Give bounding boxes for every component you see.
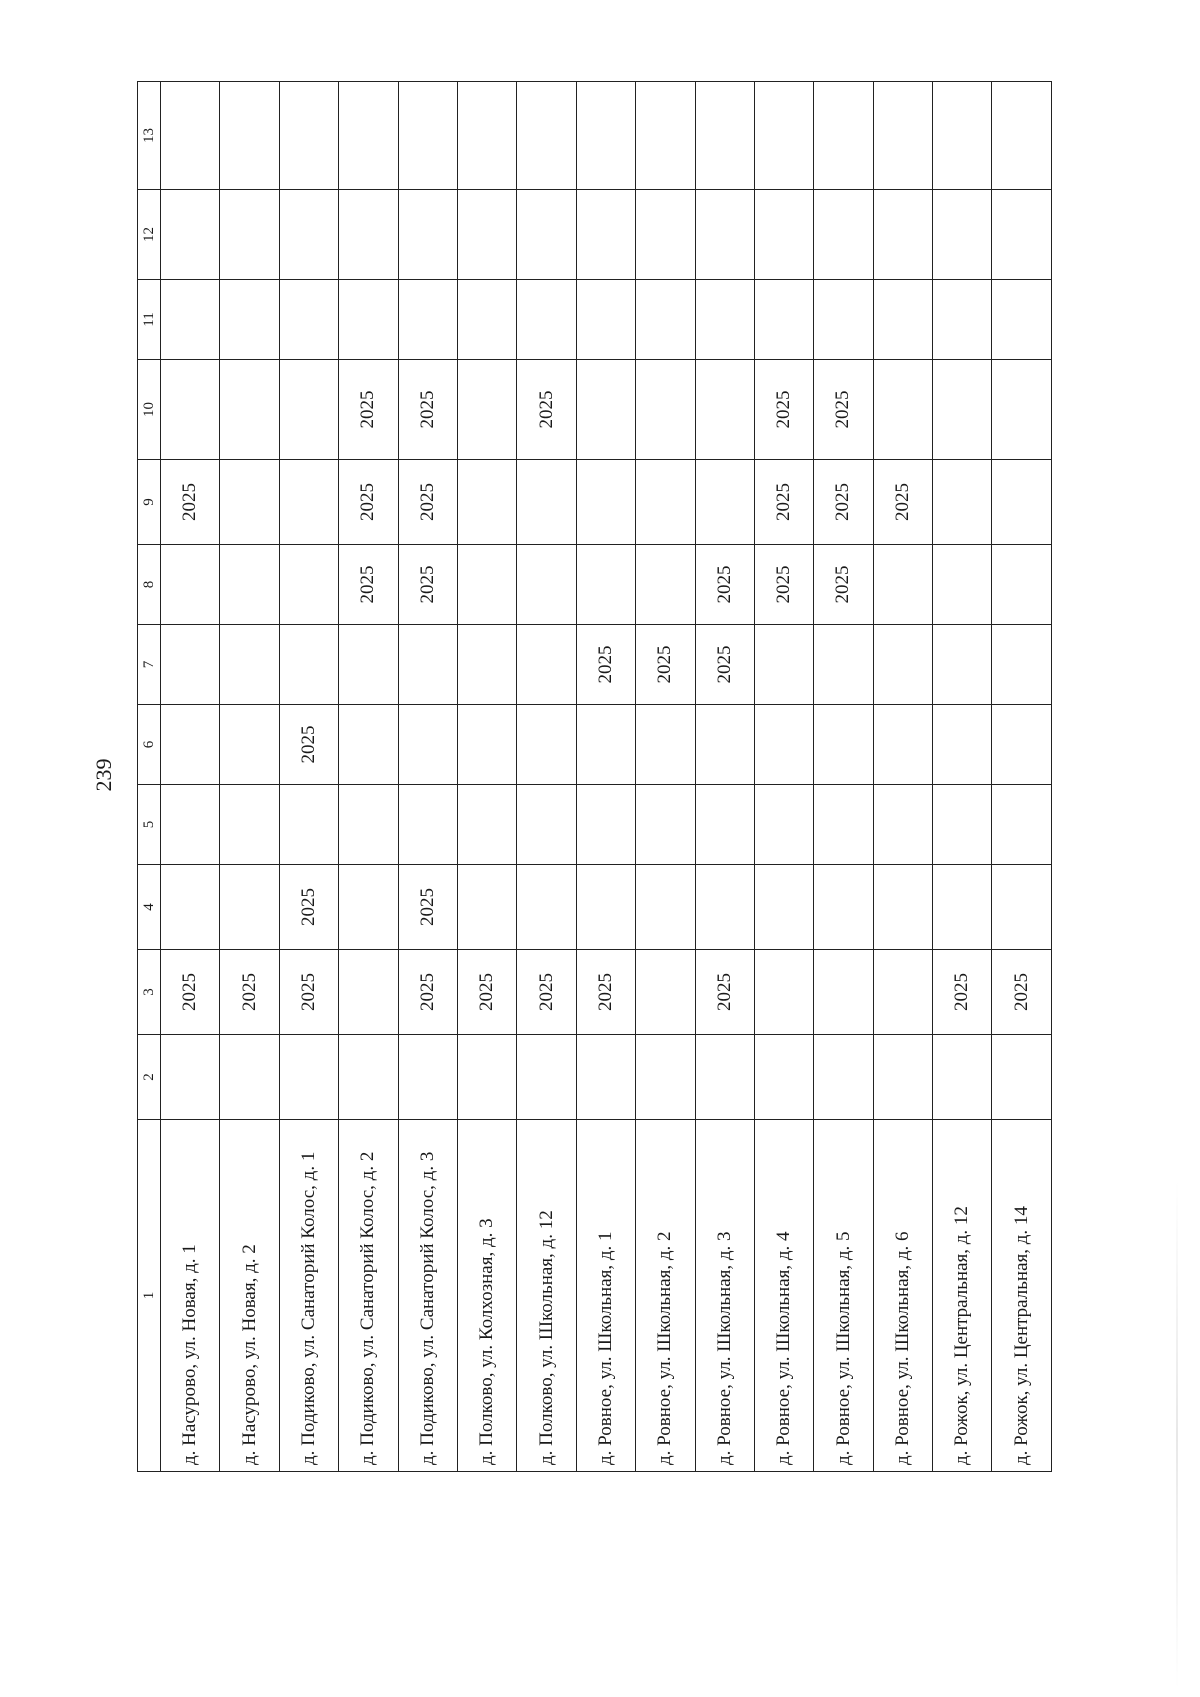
- year-cell: [161, 705, 220, 785]
- address-cell: д. Полково, ул. Школьная, д. 12: [517, 1120, 576, 1472]
- year-cell: [992, 82, 1052, 190]
- year-cell: 2025: [754, 360, 813, 460]
- address-cell: д. Ровное, ул. Школьная, д. 6: [873, 1120, 932, 1472]
- year-cell: 2025: [279, 865, 338, 950]
- year-cell: [517, 82, 576, 190]
- year-cell: [933, 785, 992, 865]
- year-cell: 2025: [576, 950, 635, 1035]
- year-cell: [992, 545, 1052, 625]
- year-cell: [398, 705, 457, 785]
- year-cell: 2025: [279, 950, 338, 1035]
- year-cell: 2025: [992, 950, 1052, 1035]
- year-cell: [576, 82, 635, 190]
- year-cell: [576, 705, 635, 785]
- year-cell: [339, 625, 398, 705]
- year-cell: [457, 625, 516, 705]
- year-cell: [220, 1035, 279, 1120]
- year-cell: [933, 625, 992, 705]
- year-cell: [992, 460, 1052, 545]
- year-cell: [398, 190, 457, 280]
- year-cell: [576, 360, 635, 460]
- year-cell: [754, 785, 813, 865]
- year-cell: [220, 865, 279, 950]
- year-cell: [220, 785, 279, 865]
- year-cell: [754, 1035, 813, 1120]
- year-cell: 2025: [754, 460, 813, 545]
- year-cell: [814, 82, 873, 190]
- year-cell: 2025: [279, 705, 338, 785]
- table-row: [636, 82, 695, 1472]
- year-cell: 2025: [814, 360, 873, 460]
- year-cell: [814, 190, 873, 280]
- year-cell: [220, 460, 279, 545]
- table-row: [695, 82, 754, 1472]
- year-cell: [814, 625, 873, 705]
- address-cell: д. Ровное, ул. Школьная, д. 3: [695, 1120, 754, 1472]
- table-row: [576, 82, 635, 1472]
- year-cell: [398, 785, 457, 865]
- year-cell: [339, 190, 398, 280]
- year-cell: 2025: [398, 950, 457, 1035]
- table-row: [220, 82, 279, 1472]
- column-header: 8: [138, 545, 161, 625]
- year-cell: [992, 705, 1052, 785]
- year-cell: [339, 785, 398, 865]
- year-cell: [695, 460, 754, 545]
- year-cell: [933, 82, 992, 190]
- year-cell: [873, 785, 932, 865]
- year-cell: 2025: [220, 950, 279, 1035]
- year-cell: [279, 1035, 338, 1120]
- year-cell: [576, 785, 635, 865]
- year-cell: [636, 82, 695, 190]
- year-cell: [517, 545, 576, 625]
- year-cell: [517, 190, 576, 280]
- year-cell: [161, 625, 220, 705]
- table-row: [279, 82, 338, 1472]
- year-cell: [398, 1035, 457, 1120]
- address-cell: д. Подиково, ул. Санаторий Колос, д. 2: [339, 1120, 398, 1472]
- table-row: [992, 82, 1052, 1472]
- table-header-row: [138, 82, 161, 1472]
- year-cell: [457, 460, 516, 545]
- address-cell: д. Ровное, ул. Школьная, д. 2: [636, 1120, 695, 1472]
- address-cell: д. Рожок, ул. Центральная, д. 14: [992, 1120, 1052, 1472]
- address-cell: д. Ровное, ул. Школьная, д. 1: [576, 1120, 635, 1472]
- column-header: 12: [138, 190, 161, 280]
- column-header: 2: [138, 1035, 161, 1120]
- year-cell: [814, 785, 873, 865]
- year-cell: [695, 82, 754, 190]
- year-cell: [933, 1035, 992, 1120]
- year-cell: [754, 625, 813, 705]
- year-cell: [517, 705, 576, 785]
- scan-edge: [1176, 1180, 1178, 1690]
- table-container: [137, 82, 1052, 1472]
- year-cell: [576, 545, 635, 625]
- year-cell: [576, 280, 635, 360]
- year-cell: [636, 280, 695, 360]
- year-cell: [992, 360, 1052, 460]
- year-cell: 2025: [398, 545, 457, 625]
- year-cell: [517, 865, 576, 950]
- address-cell: д. Насурово, ул. Новая, д. 1: [161, 1120, 220, 1472]
- year-cell: [992, 280, 1052, 360]
- year-cell: [695, 865, 754, 950]
- year-cell: [754, 865, 813, 950]
- year-cell: [161, 545, 220, 625]
- year-cell: [814, 865, 873, 950]
- table-row: [933, 82, 992, 1472]
- year-cell: 2025: [695, 950, 754, 1035]
- year-cell: [161, 190, 220, 280]
- year-cell: [339, 280, 398, 360]
- year-cell: [279, 190, 338, 280]
- year-cell: 2025: [695, 625, 754, 705]
- year-cell: [636, 705, 695, 785]
- year-cell: 2025: [517, 950, 576, 1035]
- year-cell: [457, 82, 516, 190]
- table-row: [814, 82, 873, 1472]
- address-cell: д. Ровное, ул. Школьная, д. 4: [754, 1120, 813, 1472]
- year-cell: 2025: [636, 625, 695, 705]
- year-cell: [517, 625, 576, 705]
- year-cell: [161, 1035, 220, 1120]
- year-cell: [992, 190, 1052, 280]
- year-cell: [636, 865, 695, 950]
- year-cell: [933, 460, 992, 545]
- year-cell: [517, 460, 576, 545]
- year-cell: [933, 360, 992, 460]
- year-cell: [814, 280, 873, 360]
- year-cell: [398, 280, 457, 360]
- year-cell: [992, 865, 1052, 950]
- year-cell: [457, 705, 516, 785]
- year-cell: [873, 545, 932, 625]
- year-cell: [695, 190, 754, 280]
- year-cell: [339, 82, 398, 190]
- year-cell: 2025: [398, 460, 457, 545]
- address-cell: д. Подиково, ул. Санаторий Колос, д. 1: [279, 1120, 338, 1472]
- year-cell: [220, 705, 279, 785]
- year-cell: 2025: [873, 460, 932, 545]
- year-cell: 2025: [814, 460, 873, 545]
- year-cell: [933, 545, 992, 625]
- year-cell: [754, 190, 813, 280]
- year-cell: [636, 190, 695, 280]
- year-cell: [279, 545, 338, 625]
- year-cell: [873, 705, 932, 785]
- year-cell: [992, 785, 1052, 865]
- year-cell: [339, 865, 398, 950]
- year-cell: [636, 360, 695, 460]
- table-row: [873, 82, 932, 1472]
- table-row: [339, 82, 398, 1472]
- year-cell: [161, 865, 220, 950]
- year-cell: [279, 82, 338, 190]
- column-header: 3: [138, 950, 161, 1035]
- year-cell: [457, 785, 516, 865]
- year-cell: [457, 280, 516, 360]
- year-cell: [279, 360, 338, 460]
- year-cell: [161, 82, 220, 190]
- year-cell: [873, 190, 932, 280]
- year-cell: [457, 865, 516, 950]
- year-cell: 2025: [457, 950, 516, 1035]
- year-cell: 2025: [754, 545, 813, 625]
- year-cell: [695, 360, 754, 460]
- address-cell: д. Полково, ул. Колхозная, д. 3: [457, 1120, 516, 1472]
- schedule-table: [137, 81, 1052, 1472]
- year-cell: 2025: [339, 360, 398, 460]
- table-body: [161, 82, 1052, 1472]
- table-row: [517, 82, 576, 1472]
- year-cell: [576, 865, 635, 950]
- year-cell: [457, 1035, 516, 1120]
- year-cell: [398, 625, 457, 705]
- year-cell: [279, 280, 338, 360]
- year-cell: [636, 545, 695, 625]
- year-cell: [457, 545, 516, 625]
- year-cell: [695, 280, 754, 360]
- year-cell: [695, 1035, 754, 1120]
- column-header: 5: [138, 785, 161, 865]
- year-cell: [873, 82, 932, 190]
- year-cell: [279, 460, 338, 545]
- year-cell: [220, 190, 279, 280]
- address-cell: д. Ровное, ул. Школьная, д. 5: [814, 1120, 873, 1472]
- year-cell: [873, 360, 932, 460]
- year-cell: [220, 545, 279, 625]
- column-header: 1: [138, 1120, 161, 1472]
- year-cell: [992, 625, 1052, 705]
- column-header: 13: [138, 82, 161, 190]
- year-cell: [636, 950, 695, 1035]
- year-cell: [339, 705, 398, 785]
- year-cell: [754, 280, 813, 360]
- year-cell: 2025: [339, 460, 398, 545]
- year-cell: [457, 190, 516, 280]
- year-cell: [161, 360, 220, 460]
- year-cell: 2025: [398, 865, 457, 950]
- year-cell: [873, 1035, 932, 1120]
- table-row: [161, 82, 220, 1472]
- table-row: [457, 82, 516, 1472]
- year-cell: [814, 705, 873, 785]
- year-cell: [695, 785, 754, 865]
- year-cell: [576, 1035, 635, 1120]
- year-cell: [161, 280, 220, 360]
- year-cell: [933, 190, 992, 280]
- year-cell: [220, 360, 279, 460]
- year-cell: [339, 1035, 398, 1120]
- year-cell: 2025: [161, 460, 220, 545]
- year-cell: [398, 82, 457, 190]
- year-cell: [695, 705, 754, 785]
- year-cell: 2025: [339, 545, 398, 625]
- year-cell: [933, 705, 992, 785]
- year-cell: [457, 360, 516, 460]
- year-cell: [576, 460, 635, 545]
- year-cell: [517, 280, 576, 360]
- column-header: 4: [138, 865, 161, 950]
- year-cell: 2025: [576, 625, 635, 705]
- year-cell: [933, 280, 992, 360]
- column-header: 6: [138, 705, 161, 785]
- year-cell: 2025: [695, 545, 754, 625]
- year-cell: [279, 785, 338, 865]
- column-header: 10: [138, 360, 161, 460]
- year-cell: [873, 950, 932, 1035]
- year-cell: [279, 625, 338, 705]
- year-cell: [636, 785, 695, 865]
- column-header: 9: [138, 460, 161, 545]
- year-cell: [992, 1035, 1052, 1120]
- year-cell: [754, 950, 813, 1035]
- table-row: [754, 82, 813, 1472]
- year-cell: [636, 1035, 695, 1120]
- year-cell: [814, 950, 873, 1035]
- table-row: [398, 82, 457, 1472]
- year-cell: [220, 280, 279, 360]
- year-cell: [517, 1035, 576, 1120]
- year-cell: 2025: [161, 950, 220, 1035]
- year-cell: [339, 950, 398, 1035]
- year-cell: [576, 190, 635, 280]
- year-cell: [220, 82, 279, 190]
- year-cell: 2025: [933, 950, 992, 1035]
- address-cell: д. Рожок, ул. Центральная, д. 12: [933, 1120, 992, 1472]
- address-cell: д. Насурово, ул. Новая, д. 2: [220, 1120, 279, 1472]
- year-cell: [754, 705, 813, 785]
- year-cell: 2025: [398, 360, 457, 460]
- year-cell: [517, 785, 576, 865]
- column-header: 11: [138, 280, 161, 360]
- year-cell: [873, 280, 932, 360]
- year-cell: [220, 625, 279, 705]
- year-cell: 2025: [814, 545, 873, 625]
- year-cell: [636, 460, 695, 545]
- year-cell: [814, 1035, 873, 1120]
- year-cell: 2025: [517, 360, 576, 460]
- year-cell: [754, 82, 813, 190]
- year-cell: [161, 785, 220, 865]
- year-cell: [933, 865, 992, 950]
- page-number: 239: [91, 758, 116, 792]
- address-cell: д. Подиково, ул. Санаторий Колос, д. 3: [398, 1120, 457, 1472]
- column-header: 7: [138, 625, 161, 705]
- year-cell: [873, 865, 932, 950]
- year-cell: [873, 625, 932, 705]
